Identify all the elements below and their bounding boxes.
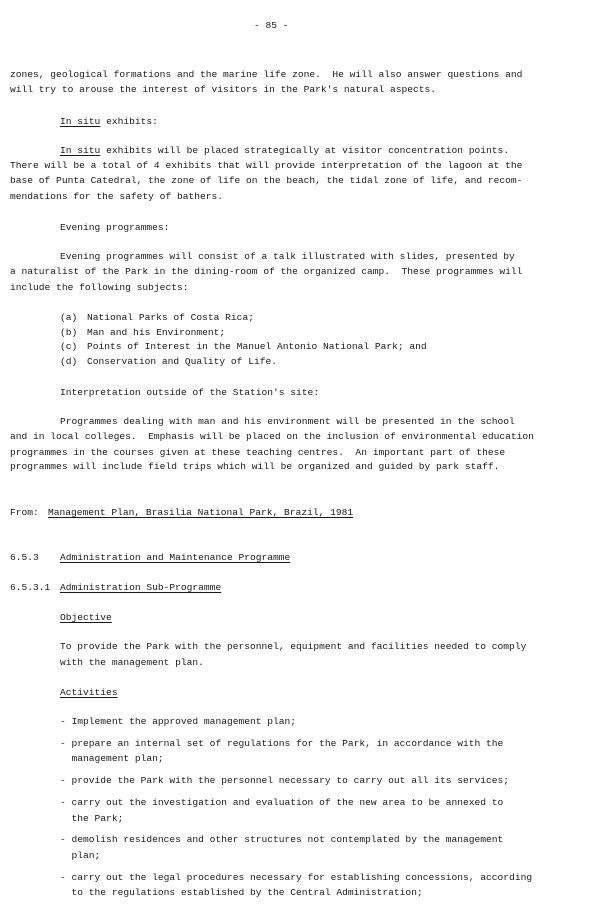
activity-item: - carry out the investigation and evaluation of the new area to be annexed to bbox=[60, 797, 504, 808]
in-situ-term: In situ bbox=[60, 116, 101, 127]
section-title: Administration and Maintenance Programme bbox=[60, 552, 291, 563]
evening-heading: Evening programmes: bbox=[60, 222, 170, 233]
evening-para-line: a naturalist of the Park in the dining-room of the organized camp. These programmes will bbox=[10, 266, 523, 277]
subject-text: Points of Interest in the Manuel Antonio National Park; and bbox=[87, 341, 427, 352]
source-title: Management Plan, Brasilia National Park, Brazil, 1981 bbox=[48, 507, 354, 518]
activity-item-cont: the Park; bbox=[60, 813, 124, 824]
outside-para-line: programmes in the courses given at these teaching centres. An important part of these bbox=[10, 447, 506, 458]
section-number: 6.5.3 bbox=[10, 552, 39, 563]
evening-para-line: Evening programmes will consist of a talk illustrated with slides, presented by bbox=[60, 251, 515, 262]
outside-para-line: and in local colleges. Emphasis will be placed on the inclusion of environmental education bbox=[10, 431, 534, 442]
subject-mark: (c) bbox=[60, 341, 78, 352]
subject-mark: (d) bbox=[60, 356, 78, 367]
activity-item: - carry out the legal procedures necessary for establishing concessions, according bbox=[60, 872, 533, 883]
objective-text: with the management plan. bbox=[60, 657, 204, 668]
activity-item-cont: management plan; bbox=[60, 753, 164, 764]
page-number: - 85 - bbox=[254, 20, 289, 31]
source-label: From: bbox=[10, 507, 39, 518]
activity-item-cont: to the regulations established by the Central Administration; bbox=[60, 887, 423, 898]
activity-item: - Implement the approved management plan; bbox=[60, 716, 297, 727]
outside-heading: Interpretation outside of the Station's site: bbox=[60, 387, 320, 398]
evening-para-line: include the following subjects: bbox=[10, 282, 189, 293]
para-rest: exhibits will be placed strategically at visitor concentration points. bbox=[100, 145, 510, 156]
subject-text: National Parks of Costa Rica; bbox=[87, 312, 254, 323]
activity-item-cont: plan; bbox=[60, 850, 101, 861]
objective-text: To provide the Park with the personnel, equipment and facilities needed to comply bbox=[60, 641, 527, 652]
in-situ-para-line: mendations for the safety of bathers. bbox=[10, 191, 224, 202]
in-situ-para-line: There will be a total of 4 exhibits that will provide interpretation of the lagoon at the bbox=[10, 160, 523, 171]
activity-item: - prepare an internal set of regulations for the Park, in accordance with the bbox=[60, 738, 504, 749]
in-situ-heading bbox=[60, 115, 158, 128]
in-situ-para-line bbox=[60, 144, 509, 157]
objective-heading: Objective bbox=[60, 612, 112, 623]
intro-line: zones, geological formations and the marine life zone. He will also answer questions and bbox=[10, 69, 523, 80]
subject-text: Conservation and Quality of Life. bbox=[87, 356, 277, 367]
activity-item: - provide the Park with the personnel necessary to carry out all its services; bbox=[60, 775, 510, 786]
outside-para-line: Programmes dealing with man and his environment will be presented in the school bbox=[60, 416, 515, 427]
outside-para-line: programmes will include field trips which will be organized and guided by park staff. bbox=[10, 461, 500, 472]
activities-heading: Activities bbox=[60, 687, 118, 698]
subsection-number: 6.5.3.1 bbox=[10, 582, 51, 593]
in-situ-term: In situ bbox=[60, 145, 101, 156]
in-situ-para-line: base of Punta Catedral, the zone of life on the beach, the tidal zone of life, and recom- bbox=[10, 175, 523, 186]
subject-mark: (a) bbox=[60, 312, 78, 323]
heading-rest: exhibits: bbox=[100, 116, 158, 127]
activity-item: - demolish residences and other structures not contemplated by the management bbox=[60, 834, 504, 845]
subject-mark: (b) bbox=[60, 327, 78, 338]
subject-text: Man and his Environment; bbox=[87, 327, 226, 338]
intro-line: will try to arouse the interest of visitors in the Park's natural aspects. bbox=[10, 84, 437, 95]
subsection-title: Administration Sub-Programme bbox=[60, 582, 222, 593]
